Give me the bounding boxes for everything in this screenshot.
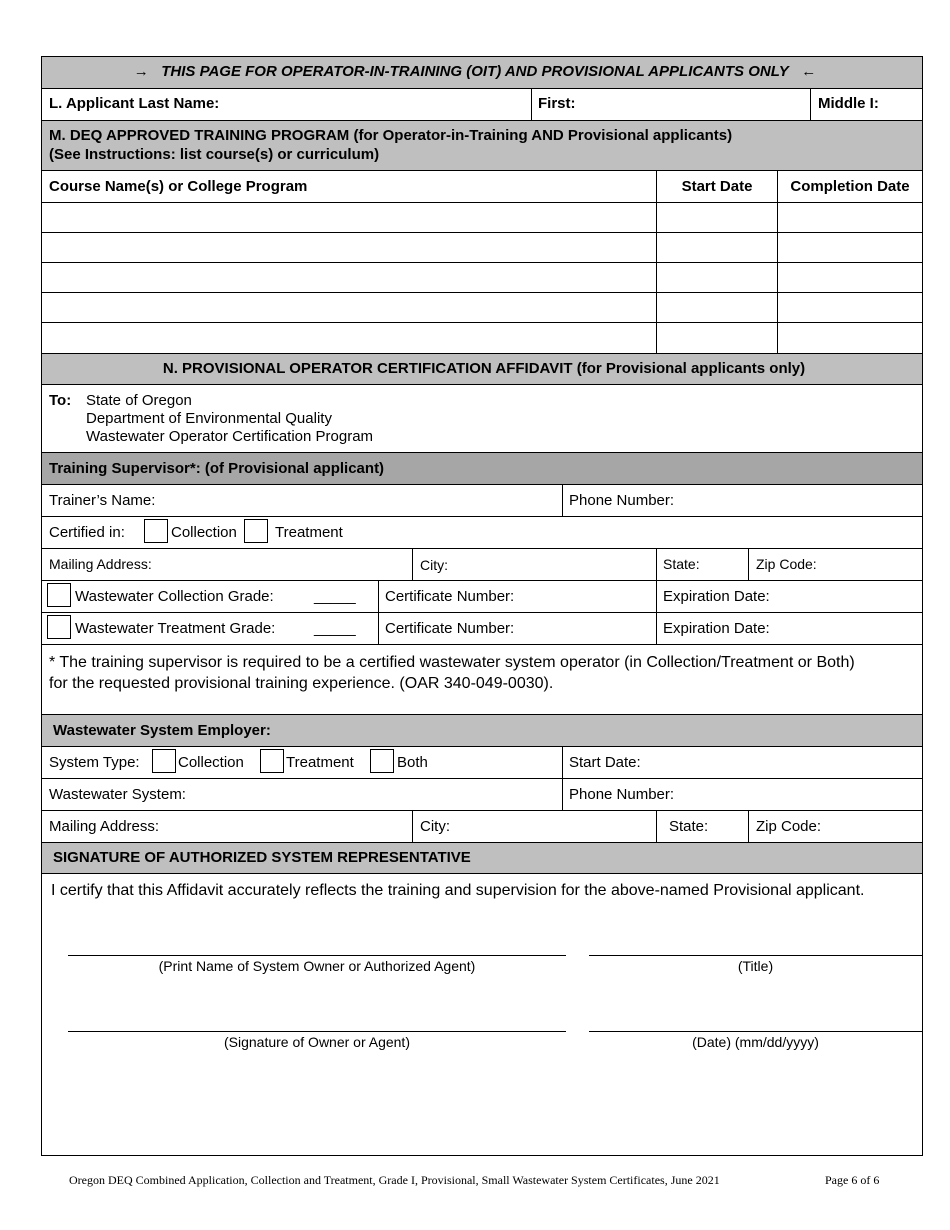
- course-row[interactable]: [42, 233, 656, 262]
- signature-title: SIGNATURE OF AUTHORIZED SYSTEM REPRESENTATIVE: [53, 849, 471, 866]
- signature-caption: (Signature of Owner or Agent): [224, 1034, 410, 1050]
- supervisor-note-line-2: for the requested provisional training experience. (OAR 340-049-0030).: [49, 675, 554, 692]
- arrow-left-icon: ←: [801, 63, 817, 80]
- employer-phone-field[interactable]: [680, 779, 920, 810]
- print-name-caption: (Print Name of System Owner or Authorized Agent): [158, 958, 476, 974]
- employer-state-label: State:: [669, 818, 709, 835]
- wastewater-system-field[interactable]: [200, 779, 560, 810]
- supervisor-state-label: State:: [663, 556, 700, 572]
- supervisor-zip-label: Zip Code:: [756, 556, 817, 572]
- trainer-name-label: Trainer’s Name:: [49, 492, 156, 509]
- wt-grade-label: Wastewater Treatment Grade:: [75, 620, 276, 637]
- course-row[interactable]: [42, 263, 656, 292]
- start-date-header: Start Date: [681, 178, 753, 195]
- wt-grade-blank[interactable]: _____: [314, 620, 356, 637]
- arrow-right-icon: →: [133, 63, 149, 80]
- system-type-label: System Type:: [49, 754, 140, 771]
- supervisor-mailing-label: Mailing Address:: [49, 556, 152, 572]
- employer-phone-label: Phone Number:: [569, 786, 675, 803]
- trainer-phone-label: Phone Number:: [569, 492, 675, 509]
- trainer-name-field[interactable]: [160, 485, 560, 516]
- middle-initial-label: Middle I:: [818, 95, 879, 112]
- training-supervisor-title: Training Supervisor*: (of Provisional applicant): [49, 460, 385, 477]
- employer-city-label: City:: [420, 818, 450, 835]
- course-name-header: Course Name(s) or College Program: [49, 178, 308, 195]
- section-m-title: M. DEQ APPROVED TRAINING PROGRAM (for Operator-in-Training AND Provisional applicants): [49, 127, 733, 144]
- certified-in-label: Certified in:: [49, 524, 125, 541]
- system-collection-label: Collection: [178, 754, 244, 771]
- first-name-label: First:: [538, 95, 576, 112]
- wt-cert-number-label: Certificate Number:: [385, 620, 515, 637]
- wc-expiration-label: Expiration Date:: [663, 588, 770, 605]
- print-name-line[interactable]: [68, 955, 566, 956]
- course-row[interactable]: [42, 293, 656, 322]
- certified-collection-label: Collection: [171, 524, 237, 541]
- wc-grade-label: Wastewater Collection Grade:: [75, 588, 274, 605]
- employer-title: Wastewater System Employer:: [53, 722, 271, 739]
- to-label: To:: [49, 392, 72, 409]
- system-both-checkbox[interactable]: [370, 749, 394, 773]
- supervisor-note-line-1: * The training supervisor is required to be a certified wastewater system operator (in Collection/Treatment or Both): [49, 654, 855, 671]
- trainer-phone-field[interactable]: [680, 485, 920, 516]
- supervisor-city-label: City:: [420, 557, 448, 573]
- middle-initial-field[interactable]: [885, 89, 921, 119]
- system-treatment-label: Treatment: [286, 754, 354, 771]
- certified-treatment-checkbox[interactable]: [244, 519, 268, 543]
- course-row[interactable]: [42, 323, 656, 353]
- wc-cert-number-label: Certificate Number:: [385, 588, 515, 605]
- completion-date-header: Completion Date: [790, 178, 910, 195]
- wt-expiration-label: Expiration Date:: [663, 620, 770, 637]
- date-line[interactable]: [589, 1031, 922, 1032]
- last-name-field[interactable]: [260, 89, 530, 119]
- employer-start-date-label: Start Date:: [569, 754, 641, 771]
- employer-start-date-field[interactable]: [650, 747, 920, 778]
- footer-text: Oregon DEQ Combined Application, Collection and Treatment, Grade I, Provisional, Small Wastewater System Certificates, June 2021: [69, 1173, 720, 1187]
- employer-zip-label: Zip Code:: [756, 818, 822, 835]
- date-caption: (Date) (mm/dd/yyyy): [692, 1034, 819, 1050]
- to-line-2: Department of Environmental Quality: [86, 410, 332, 427]
- banner-text: [0, 63, 950, 80]
- system-collection-checkbox[interactable]: [152, 749, 176, 773]
- certified-collection-checkbox[interactable]: [144, 519, 168, 543]
- system-treatment-checkbox[interactable]: [260, 749, 284, 773]
- page-number: Page 6 of 6: [825, 1173, 880, 1187]
- course-row[interactable]: [42, 203, 656, 232]
- wc-grade-checkbox[interactable]: [47, 583, 71, 607]
- wc-grade-blank[interactable]: _____: [314, 588, 356, 605]
- wastewater-system-label: Wastewater System:: [49, 786, 186, 803]
- section-n-title: N. PROVISIONAL OPERATOR CERTIFICATION AFFIDAVIT (for Provisional applicants only): [162, 360, 806, 377]
- employer-mailing-label: Mailing Address:: [49, 818, 160, 835]
- system-both-label: Both: [397, 754, 428, 771]
- wt-grade-checkbox[interactable]: [47, 615, 71, 639]
- first-name-field[interactable]: [585, 89, 805, 119]
- title-line[interactable]: [589, 955, 922, 956]
- signature-line[interactable]: [68, 1031, 566, 1032]
- to-line-3: Wastewater Operator Certification Program: [86, 428, 374, 445]
- to-line-1: State of Oregon: [86, 392, 192, 409]
- section-m-subtitle: (See Instructions: list course(s) or curriculum): [49, 146, 380, 163]
- banner-title: THIS PAGE FOR OPERATOR-IN-TRAINING (OIT) AND PROVISIONAL APPLICANTS ONLY: [161, 63, 789, 80]
- certify-text: I certify that this Affidavit accurately reflects the training and supervision for the above-named Provisional applicant.: [51, 882, 865, 899]
- certified-treatment-label: Treatment: [275, 524, 343, 541]
- title-caption: (Title): [737, 958, 774, 974]
- last-name-label: L. Applicant Last Name:: [49, 95, 220, 112]
